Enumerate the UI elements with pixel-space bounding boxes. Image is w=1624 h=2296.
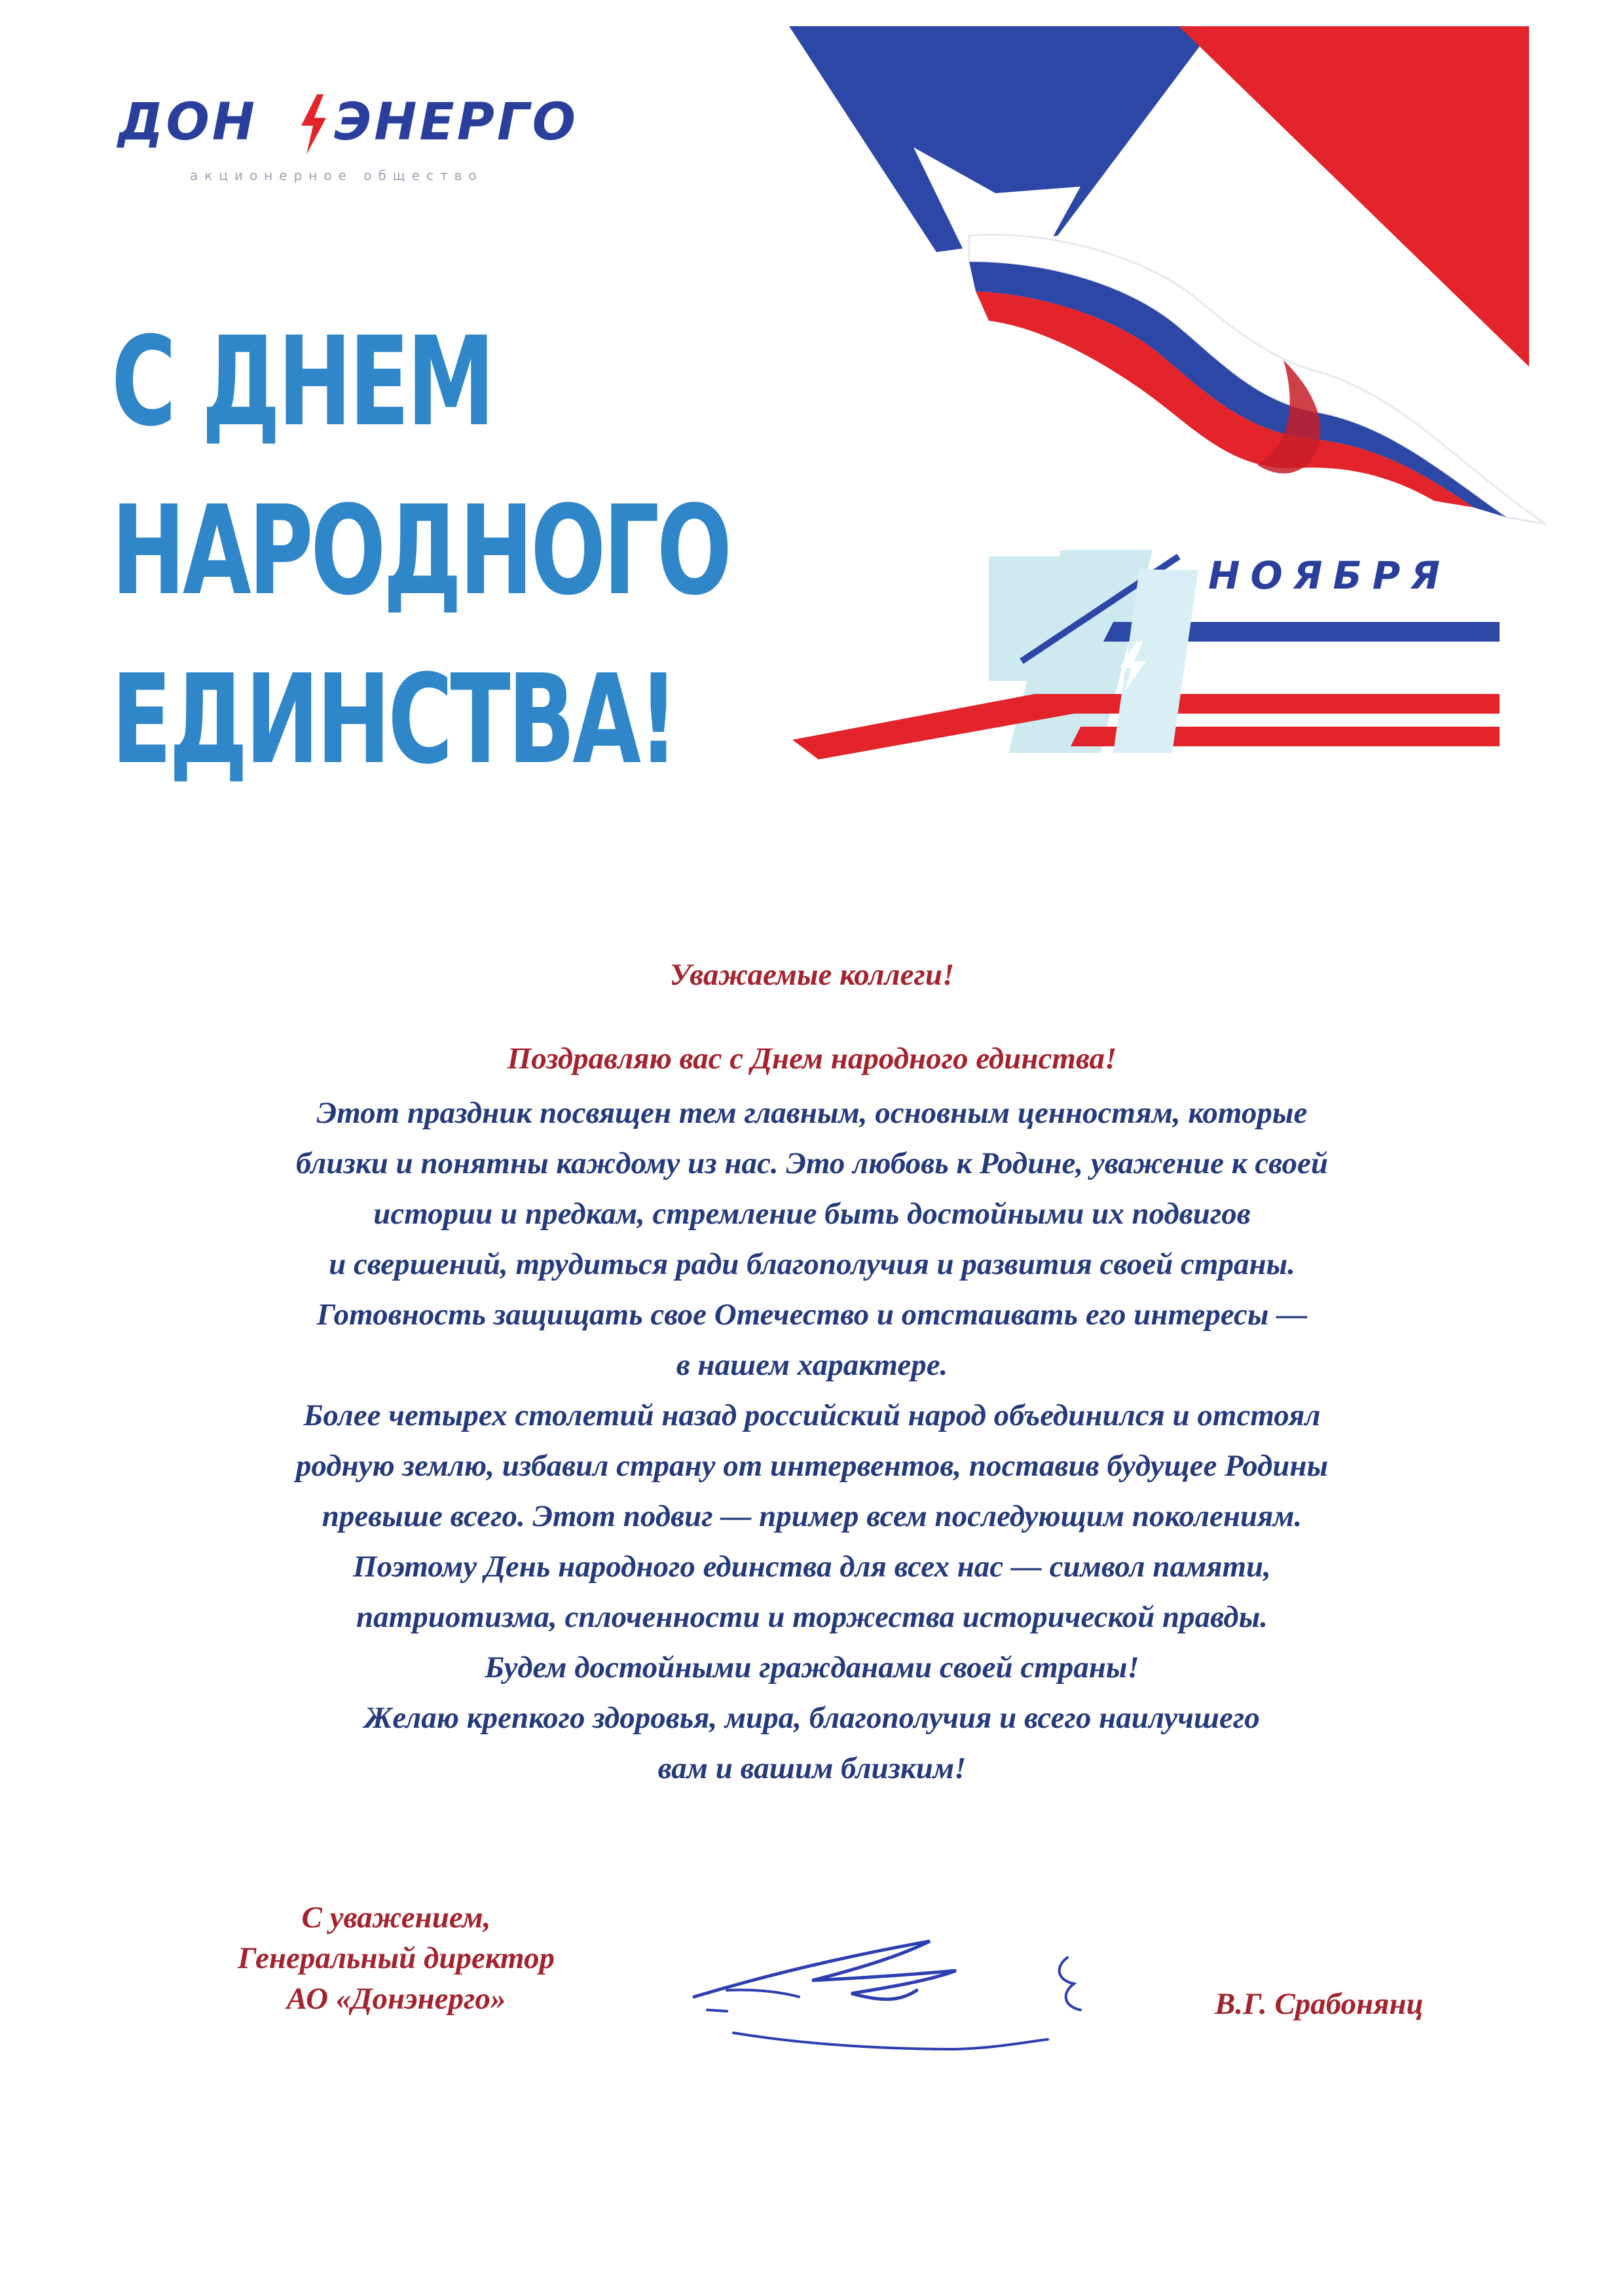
company-name: АО «Донэнерго» [286,1982,506,2016]
signer-position: Генеральный директор [238,1941,555,1975]
body-line: Желаю крепкого здоровья, мира, благополучия и всего наилучшего [364,1701,1260,1735]
body-line: Будем достойными гражданами своей страны! [485,1650,1139,1685]
congratulation-line: Поздравляю вас с Днем народного единства! [507,1042,1117,1076]
body-line: Этот праздник посвящен тем главным, основным ценностям, которые [316,1096,1308,1130]
signature-block [167,1897,625,2019]
flag-ribbon-graphic [773,20,1559,805]
closing-regards: С уважением, [301,1901,491,1935]
logo-word-left: ДОН [118,93,258,152]
lightning-bolt-icon [295,94,331,155]
body-line: Готовность защищать свое Отечество и отстаивать его интересы — [316,1298,1308,1332]
letter-body [105,1088,1519,1794]
body-line: и свершений, трудиться ради благополучия и развития своей страны. [329,1247,1295,1281]
body-line: родную землю, избавил страну от интервентов, поставив будущее Родины [295,1449,1329,1483]
company-logo [118,93,578,195]
body-line: Поэтому День народного единства для всех нас — символ памяти, [353,1550,1271,1584]
body-line: патриотизма, сплоченности и торжества исторической правды. [356,1600,1268,1634]
date-month: НОЯБРЯ [1208,553,1450,598]
logo-word-right: ЭНЕРГО [334,93,578,152]
greeting: Уважаемые коллеги! [669,958,955,992]
handwritten-signature [681,1918,1100,2069]
body-line: истории и предкам, стремление быть достойными их подвигов [373,1197,1251,1231]
body-line: в нашем характере. [676,1348,948,1382]
body-line: Более четырех столетий назад российский народ объединился и отстоял [303,1398,1321,1432]
heading-line-3: ЕДИНСТВА! [111,648,676,792]
body-line: вам и вашим близким! [657,1751,967,1785]
signer-name: В.Г. Срабонянц [1215,1987,1424,2021]
heading-line-2: НАРОДНОГО [111,479,729,623]
logo-subtitle: акционерное общество [190,168,483,183]
body-line: близки и понятны каждому из нас. Это любовь к Родине, уважение к своей [295,1146,1329,1180]
holiday-heading [111,298,729,805]
heading-line-1: С ДНЕМ [111,310,492,454]
body-line: превыше всего. Этот подвиг — пример всем последующим поколениям. [322,1499,1302,1533]
